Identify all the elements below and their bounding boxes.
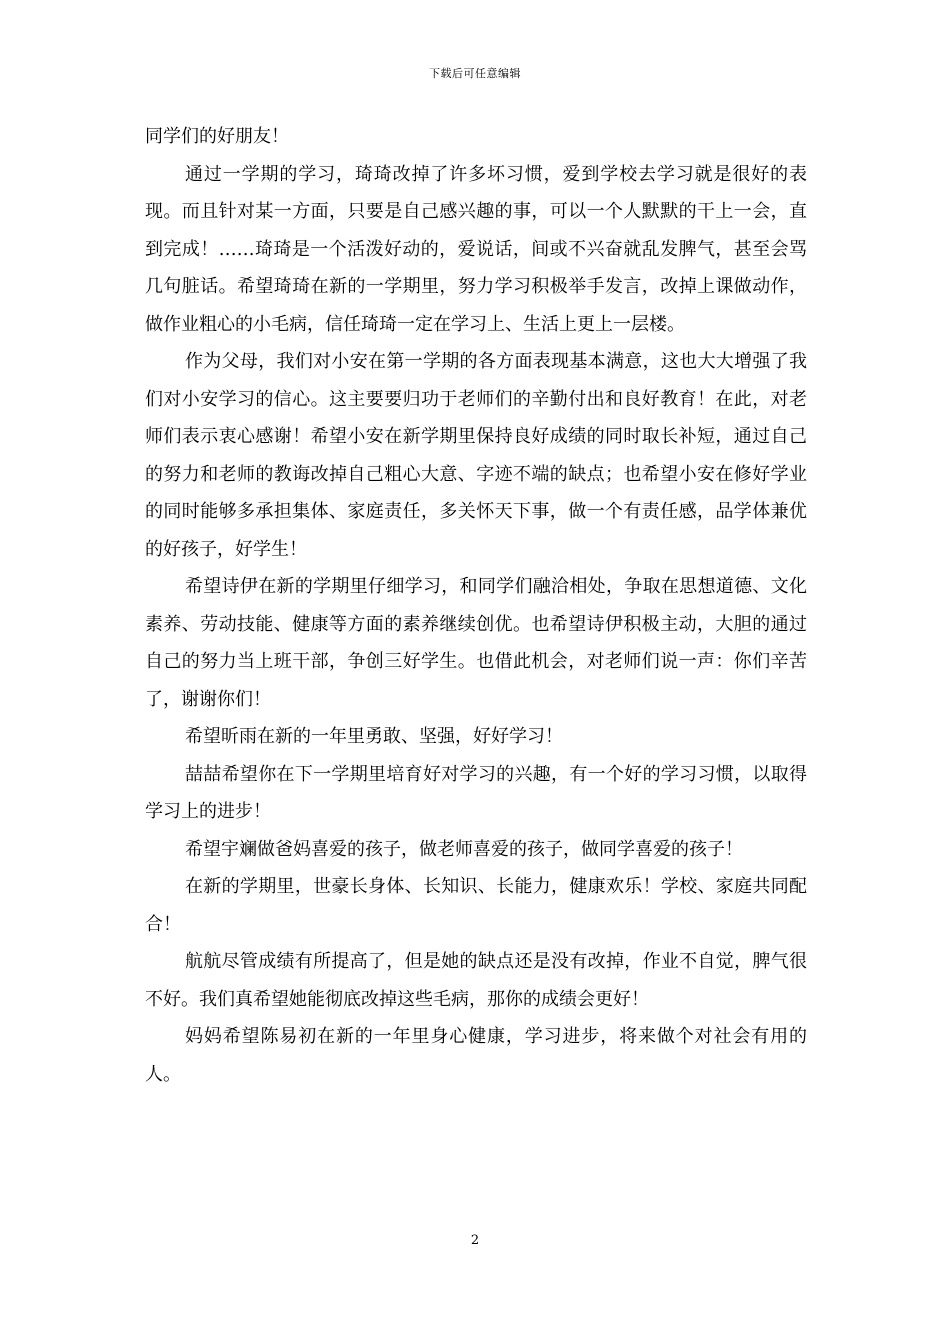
- paragraph: 在新的学期里，世豪长身体、长知识、长能力，健康欢乐！学校、家庭共同配合！: [145, 876, 807, 935]
- paragraph: 妈妈希望陈易初在新的一年里身心健康，学习进步，将来做个对社会有用的人。: [145, 1026, 807, 1085]
- paragraph: 作为父母，我们对小安在第一学期的各方面表现基本满意，这也大大增强了我们对小安学习的信心。这主要要归功于老师们的辛勤付出和良好教育！在此，对老师们表示衷心感谢！希望小安在新学期里保持良好成绩的同时取长补短，通过自己的努力和老师的教诲改掉自己粗心大意、字迹不端的缺点；也希望小安在修好学业的同时能够多承担集体、家庭责任，多关怀天下事，做一个有责任感，品学体兼优的好孩子，好学生！: [145, 351, 807, 560]
- paragraph: 希望昕雨在新的一年里勇敢、坚强，好好学习！: [185, 726, 563, 747]
- paragraph: 通过一学期的学习，琦琦改掉了许多坏习惯，爱到学校去学习就是很好的表现。而且针对某一方面，只要是自己感兴趣的事，可以一个人默默的干上一会，直到完成！……琦琦是一个活泼好动的，爱说话，间或不兴奋就乱发脾气，甚至会骂几句脏话。希望琦琦在新的一学期里，努力学习积极举手发言，改掉上课做动作，做作业粗心的小毛病，信任琦琦一定在学习上、生活上更上一层楼。: [145, 163, 807, 335]
- page-number: 2: [470, 1233, 480, 1248]
- paragraph: 希望诗伊在新的学期里仔细学习，和同学们融洽相处，争取在思想道德、文化素养、劳动技能、健康等方面的素养继续创优。也希望诗伊积极主动，大胆的通过自己的努力当上班干部，争创三好学生。也借此机会，对老师们说一声：你们辛苦了，谢谢你们！: [145, 576, 807, 710]
- paragraph: 同学们的好朋友！: [145, 126, 289, 147]
- paragraph: 希望宇斓做爸妈喜爱的孩子，做老师喜爱的孩子，做同学喜爱的孩子！: [185, 838, 743, 860]
- paragraph: 喆喆希望你在下一学期里培育好对学习的兴趣，有一个好的学习习惯，以取得学习上的进步！: [145, 763, 807, 822]
- paragraph: 航航尽管成绩有所提高了，但是她的缺点还是没有改掉，作业不自觉，脾气很不好。我们真希望她能彻底改掉这些毛病，那你的成绩会更好！: [145, 951, 807, 1010]
- document-body: [145, 118, 807, 1093]
- page-header: 下载后可任意编辑: [429, 67, 521, 80]
